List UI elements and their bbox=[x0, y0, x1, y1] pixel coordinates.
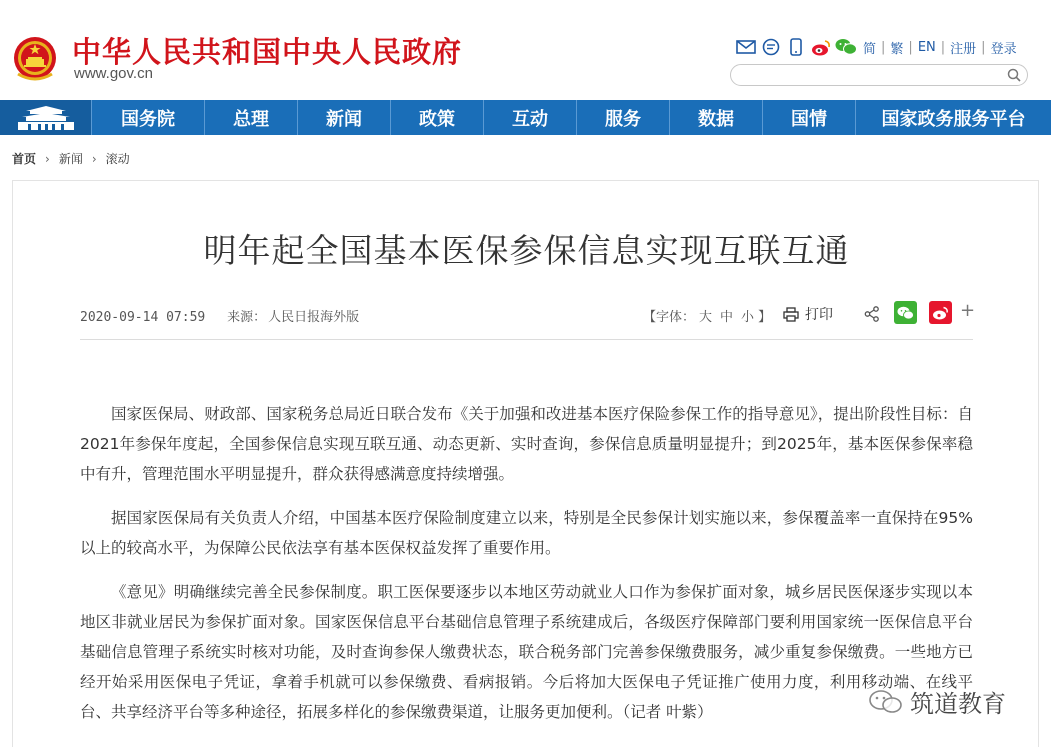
site-header bbox=[0, 0, 1051, 100]
wechat-share-icon[interactable] bbox=[894, 301, 917, 324]
separator: | bbox=[940, 40, 946, 55]
font-size-label: 【字体： bbox=[643, 310, 696, 325]
article-paragraph: 《意见》明确继续完善全民参保制度。职工医保要逐步以本地区劳动就业人口作为参保扩面对象，城乡居民医保逐步实现以本地区非就业居民为参保扩面对象。国家医保信息平台基础信息管理子系统建成后，各级医疗保障部门要利用国家统一医保信息平台基础信息管理子系统实时核对功能，及时查询参保人缴费状态，联合税务部门完善参保缴费服务，减少重复参保缴费。一些地方已经开始采用医保电子凭证，拿着手机就可以参保缴费、看病报销。今后将加大医保电子凭证推广使用力度，利用移动端、在线平台、共享经济平台等多种途径，拓展多样化的参保缴费渠道，让服务更加便利。（记者 叶紫） bbox=[80, 583, 973, 721]
link-english[interactable]: EN bbox=[917, 40, 936, 55]
print-button[interactable] bbox=[783, 304, 833, 324]
link-register[interactable]: 注册 bbox=[950, 42, 977, 57]
nav-item-national-info[interactable]: 国情 bbox=[763, 100, 856, 135]
nav-item-state-council[interactable]: 国务院 bbox=[92, 100, 205, 135]
watermark-text: 筑道教育 bbox=[910, 690, 1006, 718]
tiananmen-icon bbox=[14, 105, 78, 131]
more-share-icon[interactable]: + bbox=[960, 300, 976, 321]
link-simplified[interactable]: 简 bbox=[863, 42, 877, 57]
national-emblem-icon[interactable] bbox=[12, 34, 58, 84]
font-size-medium[interactable]: 中 bbox=[720, 310, 734, 325]
language-links bbox=[863, 38, 1017, 57]
breadcrumb-home[interactable]: 首页 bbox=[12, 152, 37, 166]
main-nav bbox=[0, 100, 1051, 135]
wechat-watermark-icon bbox=[868, 689, 904, 715]
nav-item-data[interactable]: 数据 bbox=[670, 100, 763, 135]
article-title: 明年起全国基本医保参保信息实现互联互通 bbox=[203, 231, 850, 270]
article-body bbox=[80, 399, 973, 741]
nav-item-policy[interactable]: 政策 bbox=[391, 100, 484, 135]
breadcrumb-news[interactable]: 新闻 bbox=[58, 152, 83, 166]
header-tool-icons bbox=[735, 37, 860, 57]
article-datetime: 2020-09-14 07:59 bbox=[80, 310, 206, 325]
site-title[interactable]: 中华人民共和国中央人民政府 bbox=[72, 35, 463, 69]
nav-item-gov-service-platform[interactable]: 国家政务服务平台 bbox=[881, 108, 1026, 130]
tiananmen-logo[interactable] bbox=[0, 100, 92, 135]
chevron-right-icon: › bbox=[91, 151, 97, 166]
font-size-large[interactable]: 大 bbox=[699, 310, 713, 325]
separator: | bbox=[881, 40, 886, 55]
link-traditional[interactable]: 繁 bbox=[890, 42, 904, 57]
site-url[interactable]: www.gov.cn bbox=[74, 65, 153, 82]
article-paragraph: 据国家医保局有关负责人介绍，中国基本医疗保险制度建立以来，特别是全民参保计划实施以来，参保覆盖率一直保持在95%以上的较高水平，为保障公民依法享有基本医保权益发挥了重要作用。 bbox=[80, 509, 973, 557]
nav-item-service[interactable]: 服务 bbox=[577, 100, 670, 135]
article-meta bbox=[80, 306, 359, 325]
breadcrumb bbox=[12, 150, 130, 167]
source-label: 来源： bbox=[227, 310, 267, 325]
search-box bbox=[730, 64, 1028, 86]
share-icon[interactable] bbox=[864, 306, 880, 322]
link-login[interactable]: 登录 bbox=[990, 42, 1017, 57]
comment-icon[interactable] bbox=[760, 37, 782, 57]
wechat-icon[interactable] bbox=[835, 37, 857, 57]
nav-item-interaction[interactable]: 互动 bbox=[484, 100, 577, 135]
article-container bbox=[12, 180, 1039, 747]
article-source: 人民日报海外版 bbox=[268, 310, 360, 325]
separator: | bbox=[908, 40, 913, 55]
font-size-control bbox=[643, 306, 771, 325]
breadcrumb-scroll[interactable]: 滚动 bbox=[105, 152, 130, 166]
nav-item-news[interactable]: 新闻 bbox=[298, 100, 391, 135]
mail-icon[interactable] bbox=[735, 37, 757, 57]
weibo-share-icon[interactable] bbox=[929, 301, 952, 324]
font-size-end: 】 bbox=[758, 310, 772, 325]
print-label: 打印 bbox=[805, 307, 833, 323]
watermark bbox=[868, 684, 1006, 719]
meta-divider bbox=[80, 339, 973, 340]
article-paragraph: 国家医保局、财政部、国家税务总局近日联合发布《关于加强和改进基本医疗保险参保工作的指导意见》，提出阶段性目标：自2021年参保年度起，全国参保信息实现互联互通、动态更新、实时查询，参保信息质量明显提升；到2025年，基本医保参保率稳中有升，管理范围水平明显提升，群众获得感满意度持续增强。 bbox=[80, 405, 973, 483]
weibo-icon[interactable] bbox=[810, 37, 832, 57]
chevron-right-icon: › bbox=[45, 151, 50, 166]
font-size-small[interactable]: 小 bbox=[741, 310, 755, 325]
phone-icon[interactable] bbox=[785, 37, 807, 57]
search-input[interactable] bbox=[741, 66, 1001, 86]
nav-item-premier[interactable]: 总理 bbox=[205, 100, 298, 135]
printer-icon bbox=[783, 307, 799, 322]
search-icon[interactable] bbox=[1007, 68, 1021, 82]
separator: | bbox=[981, 40, 986, 55]
